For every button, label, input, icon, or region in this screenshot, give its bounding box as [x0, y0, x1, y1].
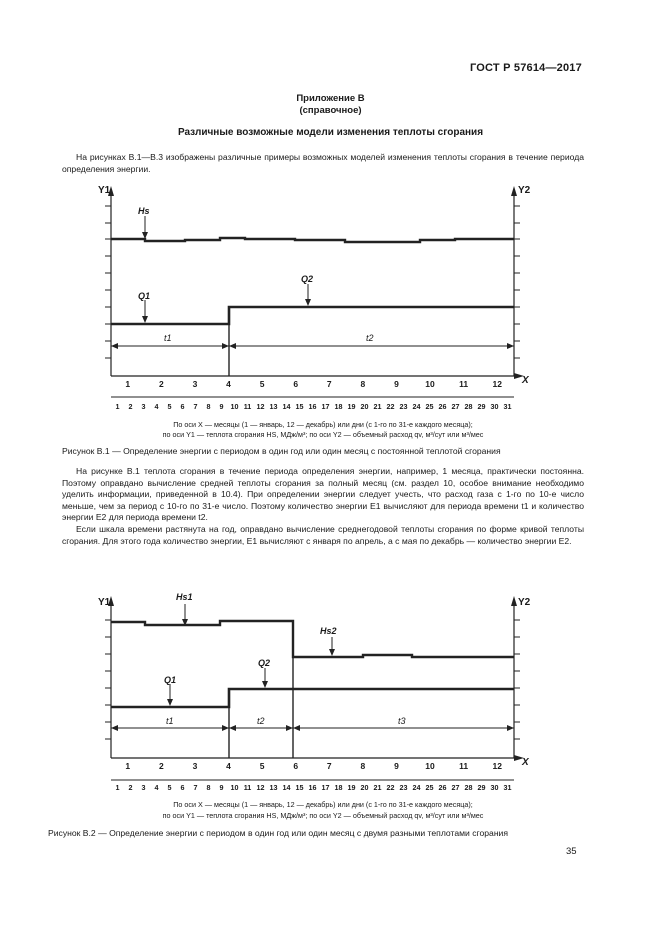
day-label: 1 — [115, 783, 120, 792]
day-label: 22 — [386, 783, 395, 792]
day-label: 26 — [438, 402, 447, 411]
month-label: 8 — [360, 761, 366, 771]
day-label: 31 — [503, 402, 512, 411]
body-paragraph-2: Если шкала времени растянута на год, оправдано вычисление среднегодовой теплоты сгорания по форме кривой теплоты сгорания. Для этого года количество энергии, E1 вычисляют с января по апрель, а с мая по декабрь — количество энергии E2. — [62, 524, 584, 546]
fig1-q1-label: Q1 — [138, 291, 151, 301]
day-label: 14 — [282, 402, 291, 411]
month-label: 9 — [394, 761, 399, 771]
day-label: 4 — [154, 783, 159, 792]
day-label: 24 — [412, 783, 421, 792]
month-label: 2 — [159, 761, 164, 771]
fig1-caption: Рисунок В.1 — Определение энергии с периодом в один год или один месяц с постоянной теплотой сгорания — [62, 446, 501, 456]
fig2-note-2: по оси Y1 — теплота сгорания HS, МДж/м³; по оси Y2 — объемный расход qv, м³/сут или м³/мес — [162, 811, 484, 820]
fig1-note-1: По оси X — месяцы (1 — январь, 12 — декабрь) или дни (с 1-го по 31-е каждого месяца); — [173, 420, 473, 429]
fig2-x-label: X — [522, 757, 529, 768]
fig2-day-labels — [111, 783, 514, 795]
day-label: 23 — [399, 402, 408, 411]
fig1-t1-label: t1 — [164, 333, 172, 343]
day-label: 8 — [206, 783, 211, 792]
day-label: 27 — [451, 783, 460, 792]
day-label: 6 — [180, 783, 185, 792]
month-label: 10 — [425, 761, 435, 771]
month-label: 10 — [425, 379, 435, 389]
day-label: 9 — [219, 783, 224, 792]
fig2-hs2-label: Hs2 — [320, 626, 337, 636]
month-label: 8 — [360, 379, 366, 389]
day-label: 30 — [490, 402, 499, 411]
month-label: 5 — [259, 761, 265, 771]
day-label: 20 — [360, 402, 369, 411]
month-label: 11 — [459, 761, 469, 771]
day-label: 23 — [399, 783, 408, 792]
fig2-t3-label: t3 — [398, 716, 406, 726]
intro-paragraph: На рисунках В.1—В.3 изображены различные примеры возможных моделей изменения теплоты сгорания в течение периода определения энергии. — [62, 152, 584, 174]
month-label: 3 — [192, 761, 198, 771]
month-label: 3 — [192, 379, 198, 389]
day-label: 16 — [308, 783, 317, 792]
day-label: 3 — [141, 783, 146, 792]
section-title: Различные возможные модели изменения теплоты сгорания — [177, 127, 484, 138]
fig2-hs1-label: Hs1 — [176, 592, 193, 602]
month-label: 4 — [226, 379, 231, 389]
day-label: 13 — [269, 783, 278, 792]
day-label: 21 — [373, 783, 382, 792]
day-label: 19 — [347, 783, 356, 792]
body-paragraph-1: На рисунке В.1 теплота сгорания в течение периода определения энергии, например, 1 месяца, практически постоянна. Поэтому оправдано вычисление средней теплоты сгорания за полный месяц (см. раздел 10, особое внимание необходимо уделить информации, приведенной в 10.4). При определении энергии следует учесть, что расход газа с 1-го по 10-е число меньше, чем за период с 10-го по 31-е число. Поэтому количество энергии E1 вычисляют для периода времени t1 и количество энергии E2 для периода времени t2. — [62, 466, 584, 523]
day-label: 24 — [412, 402, 421, 411]
day-label: 18 — [334, 783, 343, 792]
fig1-q2-label: Q2 — [301, 274, 314, 284]
day-label: 3 — [141, 402, 146, 411]
month-label: 1 — [125, 761, 131, 771]
day-label: 4 — [154, 402, 159, 411]
month-label: 9 — [394, 379, 399, 389]
day-label: 19 — [347, 402, 356, 411]
fig2-y1-label: Y1 — [98, 597, 111, 608]
fig2-y2-label: Y2 — [518, 597, 531, 608]
day-label: 2 — [128, 783, 133, 792]
day-label: 16 — [308, 402, 317, 411]
day-label: 28 — [464, 783, 473, 792]
day-label: 8 — [206, 402, 211, 411]
day-label: 5 — [167, 402, 172, 411]
appendix-subtitle: (справочное) — [299, 105, 362, 116]
fig2-t1-label: t1 — [166, 716, 174, 726]
day-label: 28 — [464, 402, 473, 411]
day-label: 21 — [373, 402, 382, 411]
appendix-title: Приложение В — [296, 93, 365, 104]
fig2-t2-label: t2 — [257, 716, 265, 726]
day-label: 9 — [219, 402, 224, 411]
day-label: 15 — [295, 402, 304, 411]
day-label: 26 — [438, 783, 447, 792]
month-label: 7 — [326, 761, 332, 771]
month-label: 6 — [293, 761, 299, 771]
day-label: 17 — [321, 783, 330, 792]
fig1-t2-label: t2 — [366, 333, 374, 343]
page-number: 35 — [566, 846, 577, 857]
day-label: 10 — [230, 783, 239, 792]
month-label: 11 — [459, 379, 469, 389]
standard-number: ГОСТ Р 57614—2017 — [470, 62, 582, 74]
day-label: 12 — [256, 402, 265, 411]
fig2-note-1: По оси X — месяцы (1 — январь, 12 — декабрь) или дни (с 1-го по 31-е каждого месяца); — [173, 800, 473, 809]
month-label: 7 — [326, 379, 332, 389]
month-label: 4 — [226, 761, 231, 771]
fig1-y2-label: Y2 — [518, 185, 531, 196]
month-label: 12 — [492, 379, 502, 389]
fig2-caption: Рисунок В.2 — Определение энергии с периодом в один год или один месяц с двумя разными теплотами сгорания — [48, 828, 509, 838]
day-label: 11 — [243, 783, 252, 792]
day-label: 5 — [167, 783, 172, 792]
month-label: 5 — [259, 379, 265, 389]
fig2-q1-label: Q1 — [164, 675, 177, 685]
day-label: 22 — [386, 402, 395, 411]
month-label: 2 — [159, 379, 164, 389]
fig2-q2-label: Q2 — [258, 658, 271, 668]
fig1-note-2: по оси Y1 — теплота сгорания HS, МДж/м³; по оси Y2 — объемный расход qv, м³/сут или м³/мес — [162, 430, 484, 439]
month-label: 12 — [492, 761, 502, 771]
day-label: 13 — [269, 402, 278, 411]
day-label: 11 — [243, 402, 252, 411]
day-label: 27 — [451, 402, 460, 411]
day-label: 18 — [334, 402, 343, 411]
fig1-y1-label: Y1 — [98, 185, 111, 196]
month-label: 6 — [293, 379, 299, 389]
day-label: 12 — [256, 783, 265, 792]
day-label: 25 — [425, 402, 434, 411]
fig2-month-labels — [111, 761, 514, 773]
day-label: 17 — [321, 402, 330, 411]
day-label: 2 — [128, 402, 133, 411]
fig1-hs-label: Hs — [138, 206, 150, 216]
day-label: 29 — [477, 402, 486, 411]
day-label: 10 — [230, 402, 239, 411]
day-label: 7 — [193, 402, 198, 411]
day-label: 29 — [477, 783, 486, 792]
day-label: 30 — [490, 783, 499, 792]
day-label: 31 — [503, 783, 512, 792]
day-label: 1 — [115, 402, 120, 411]
month-label: 1 — [125, 379, 131, 389]
day-label: 7 — [193, 783, 198, 792]
day-label: 25 — [425, 783, 434, 792]
day-label: 6 — [180, 402, 185, 411]
day-label: 15 — [295, 783, 304, 792]
day-label: 14 — [282, 783, 291, 792]
day-label: 20 — [360, 783, 369, 792]
fig1-x-label: X — [522, 375, 529, 386]
